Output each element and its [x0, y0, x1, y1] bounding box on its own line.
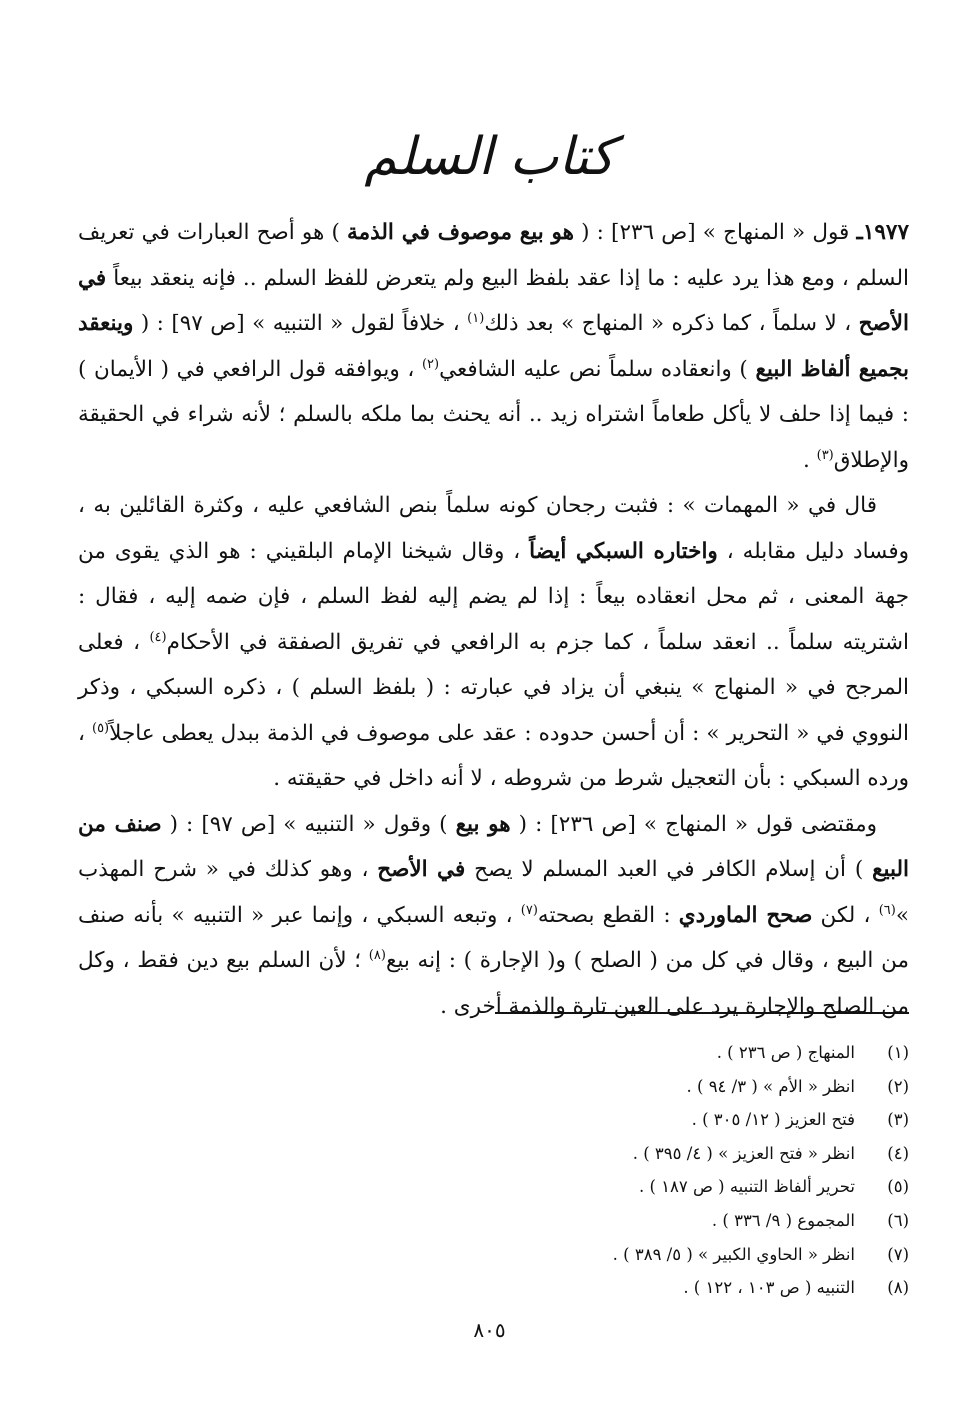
footnote-text: تحرير ألفاظ التنبيه ( ص ١٨٧ ) .: [638, 1177, 855, 1197]
paragraph-2: [78, 483, 909, 802]
footnote-ref: (٢): [421, 356, 440, 372]
footnote-text: فتح العزيز ( ١٢/ ٣٠٥ ) .: [691, 1110, 855, 1130]
footnote-text: انظر « فتح العزيز » ( ٤/ ٣٩٥ ) .: [632, 1143, 855, 1163]
text-segment: قال في « المهمات » : فثبت رجحان كونه سلماً بنص الشافعي عليه ، وكثرة القائلين به ، وفساد دليل مقابله ،: [78, 493, 909, 564]
footnote-item: [309, 1137, 909, 1171]
text-segment: ، لا سلماً ، كما ذكره « المنهاج » بعد ذلك: [484, 311, 859, 336]
text-segment: ) هو أصح العبارات في تعريف السلم ، ومع هذا يرد عليه : ما إذا عقد بلفظ البيع ولم يتعرض للفظ السلم .. فإنه ينعقد بيعاً: [78, 220, 909, 291]
footnote-item: [309, 1271, 909, 1305]
footnote-ref: (١): [467, 310, 485, 326]
footnote-text: التنبيه ( ص ١٠٣ ، ١٢٢ ) .: [683, 1278, 855, 1298]
text-segment: ، وتبعه السبكي ، وإنما عبر « التنبيه » بأنه صنف من البيع ، وقال في كل من ( الصلح ) و( الإجارة ) : إنه بيع: [78, 902, 909, 973]
footnote-number: (٣): [887, 1110, 909, 1130]
bold-quote: هو بيع: [455, 811, 511, 837]
page-number: ٨٠٥: [473, 1318, 506, 1342]
chapter-title: كتاب السلم: [364, 127, 615, 187]
footnote-text: المجموع ( ٩/ ٣٣٦ ) .: [711, 1210, 855, 1230]
bold-quote: في الأصح: [377, 857, 466, 882]
text-segment: ، ويوافقه قول الرافعي في ( الأيمان ) : فيما إذا حلف لا يأكل طعاماً اشتراه زيد .. أنه يحنث بما ملكه بالسلم ؛ لأنه شراء في الحقيقة والإطلاق: [78, 356, 909, 473]
text-segment: قول « المنهاج » [ص ٢٣٦] : (: [573, 220, 857, 245]
footnote-text: انظر « الحاوي الكبير » ( ٥/ ٣٨٩ ) .: [612, 1244, 855, 1264]
footnote-item: [309, 1204, 909, 1238]
footnote-ref: (٨): [368, 947, 386, 963]
footnote-number: (٧): [887, 1244, 909, 1264]
text-segment: : القطع بصحته: [537, 902, 679, 928]
footnote-item: [309, 1103, 909, 1137]
footnote-divider: [495, 1012, 909, 1014]
footnote-ref: (٦): [878, 902, 896, 918]
paragraph-3: [78, 802, 909, 1030]
text-segment: ) وقول « التنبيه » [ص ٩٧] : (: [161, 811, 456, 837]
text-segment: ؛ لأن السلم بيع دين فقط ، وكل من الصلح والإجارة يرد على العين تارة والذمة أخرى .: [78, 948, 909, 1019]
bold-quote: وينعقد بجميع ألفاظ البيع: [78, 311, 910, 382]
text-segment: ) وانعقاده سلماً نص عليه الشافعي: [439, 356, 756, 382]
text-segment: ، لكن: [812, 902, 879, 928]
text-segment: ، فعلى المرجح في « المنهاج » ينبغي أن يزاد في عبارته : ( بلفظ السلم ) ، ذكره السبكي ، وذكر النووي في « التحرير » : أن أحسن حدوده : عقد على موصوف في الذمة ببدل يعطى عاجلاً: [78, 629, 909, 746]
main-text: [78, 210, 909, 1029]
paragraph-1: [78, 210, 909, 483]
bold-quote: صحح الماوردي: [678, 902, 813, 928]
bold-quote: واختاره السبكي أيضاً: [529, 538, 718, 564]
footnote-text: المنهاج ( ص ٢٣٦ ) .: [716, 1043, 855, 1062]
footnote-item: [309, 1070, 909, 1104]
footnote-text: انظر « الأم » ( ٣/ ٩٤ ) .: [686, 1076, 855, 1096]
text-segment: ) أن إسلام الكافر في العبد المسلم لا يصح: [465, 857, 873, 882]
footnote-number: (٢): [887, 1076, 909, 1096]
footnote-ref: (٧): [520, 902, 538, 918]
footnote-number: (٤): [887, 1143, 909, 1163]
text-segment: .: [802, 447, 817, 473]
text-segment: ، وقال شيخنا الإمام البلقيني : هو الذي يقوى من جهة المعنى ، ثم محل انعقاده بيعاً : إذا لم يضم إليه لفظ السلم ، فإن ضمه إليه ، فقال : اشتريته سلماً .. انعقد سلماً ، كما جزم به الرافعي في تفريق الصفقة في الأحكام: [78, 538, 909, 655]
footnotes-list: [309, 1036, 909, 1305]
footnote-item: [309, 1238, 909, 1272]
bold-quote: في الأصح: [78, 265, 909, 336]
text-segment: ، ورده السبكي : بأن التعجيل شرط من شروطه ، لا أنه داخل في حقيقته .: [78, 720, 909, 791]
bold-quote: هو بيع موصوف في الذمة: [347, 220, 574, 245]
footnote-ref: (٥): [91, 720, 110, 736]
footnote-number: (١): [887, 1043, 909, 1062]
footnote-number: (٨): [887, 1278, 909, 1298]
text-segment: ، خلافاً لقول « التنبيه » [ص ٩٧] : (: [133, 311, 468, 336]
footnote-item: [309, 1170, 909, 1204]
text-segment: ومقتضى قول « المنهاج » [ص ٢٣٦] : (: [510, 811, 877, 837]
footnote-ref: (٣): [816, 447, 834, 463]
entry-number: ١٩٧٧ـ: [856, 220, 910, 245]
footnote-ref: (٤): [149, 629, 167, 645]
footnote-item: [309, 1036, 909, 1070]
bold-quote: صنف من البيع: [78, 811, 910, 882]
text-segment: ، وهو كذلك في « شرح المهذب »: [78, 857, 909, 928]
footnote-number: (٥): [887, 1177, 909, 1197]
footnote-number: (٦): [887, 1210, 909, 1230]
